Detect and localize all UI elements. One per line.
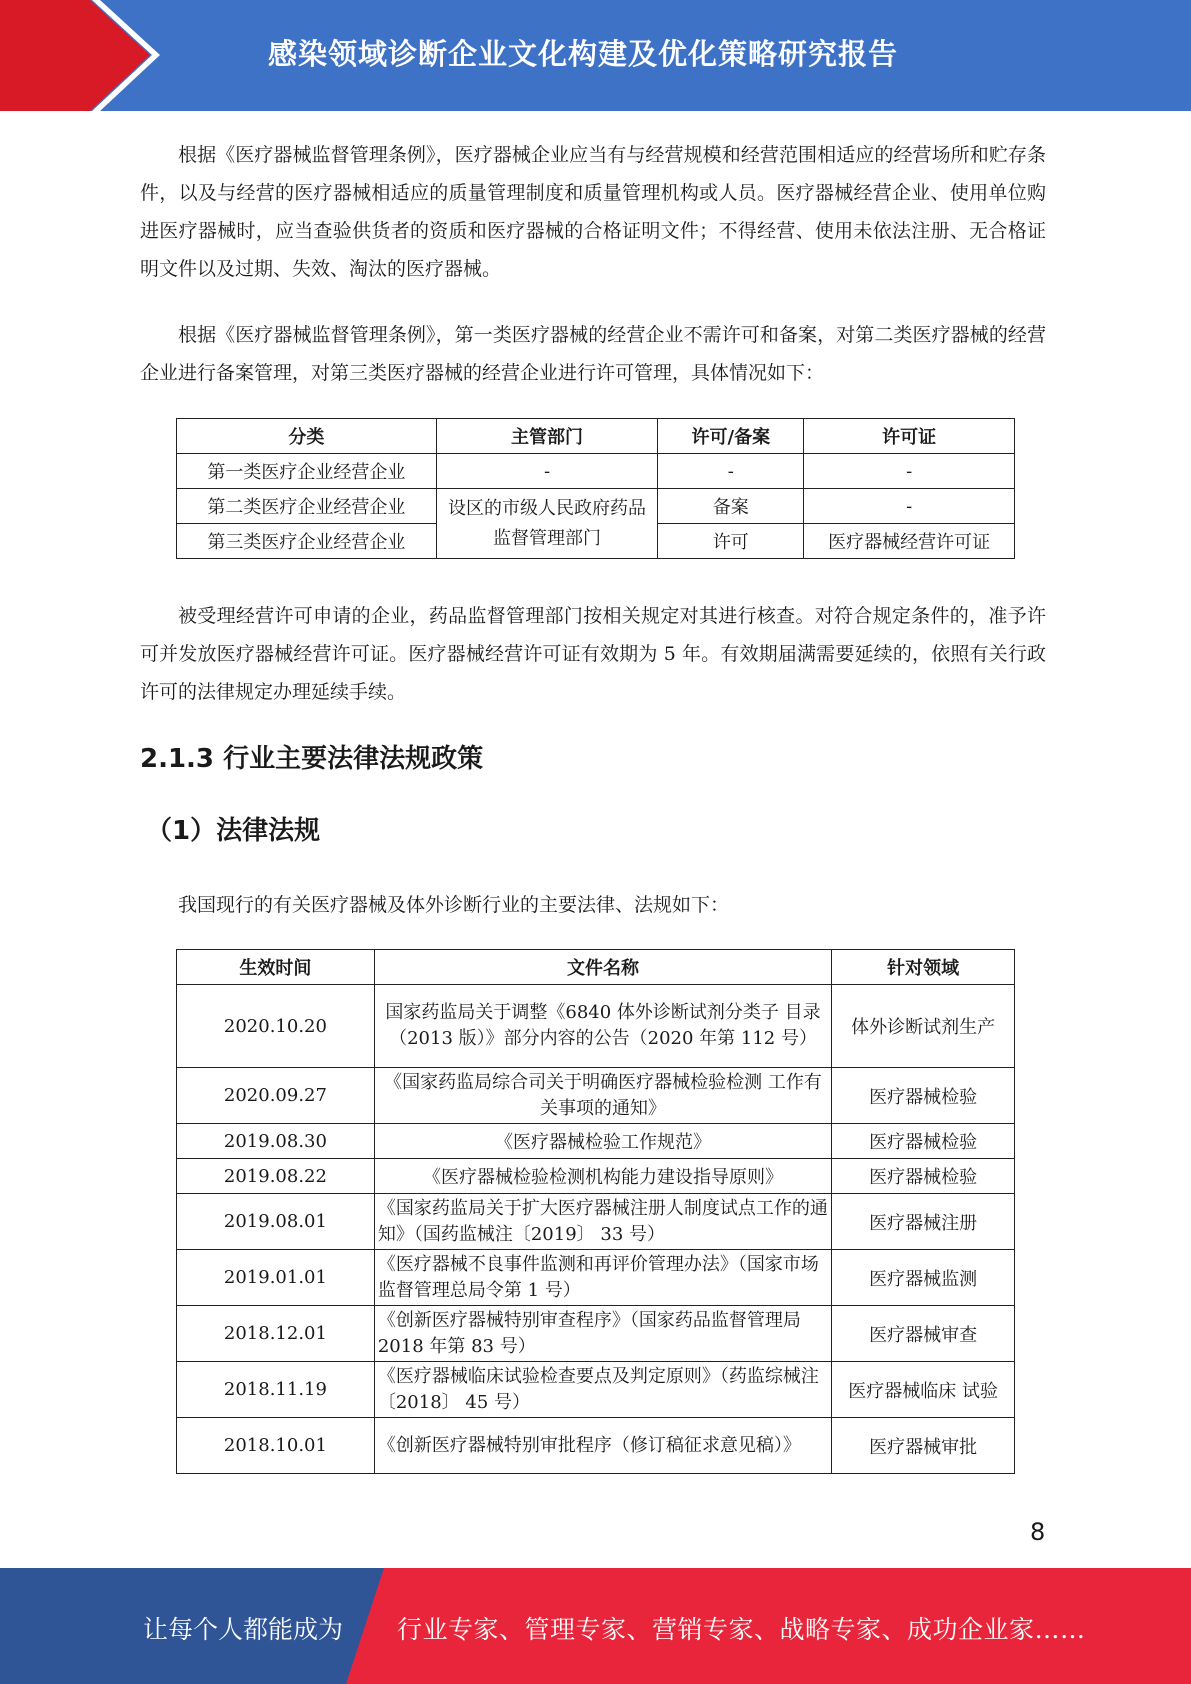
table-cell-field: 医疗器械临床 试验 xyxy=(832,1362,1015,1418)
table-cell-date: 2018.12.01 xyxy=(177,1306,375,1362)
table-row xyxy=(177,1068,1015,1124)
table-cell-field: 医疗器械审查 xyxy=(832,1306,1015,1362)
page-number: 8 xyxy=(1030,1518,1046,1546)
table-cell: 医疗器械经营许可证 xyxy=(804,524,1015,559)
table-cell: 许可 xyxy=(658,524,804,559)
table-header-cell: 分类 xyxy=(177,419,437,454)
table-cell: 设区的市级人民政府药品监督管理部门 xyxy=(436,489,658,559)
table-cell-date: 2019.01.01 xyxy=(177,1250,375,1306)
paragraph-3-block xyxy=(140,597,1046,711)
footer-slogan-right: 行业专家、管理专家、营销专家、战略专家、成功企业家…… xyxy=(397,1615,1086,1644)
table-cell: 备案 xyxy=(658,489,804,524)
license-category-table xyxy=(176,418,1015,559)
paragraph: 被受理经营许可申请的企业，药品监督管理部门按相关规定对其进行核查。对符合规定条件的，准予许可并发放医疗器械经营许可证。医疗器械经营许可证有效期为 5 年。有效期届满需要延续的，依照有关行政许可的法律规定办理延续手续。 xyxy=(140,605,1046,703)
footer-slogan-left: 让每个人都能成为 xyxy=(143,1615,344,1644)
subsection-heading: （1）法律法规 xyxy=(146,816,321,846)
table-cell-field: 医疗器械检验 xyxy=(832,1159,1015,1194)
report-footer xyxy=(0,1568,1191,1684)
table-cell-field: 医疗器械注册 xyxy=(832,1194,1015,1250)
table-cell: 第三类医疗企业经营企业 xyxy=(177,524,437,559)
table-cell-field: 医疗器械检验 xyxy=(832,1124,1015,1159)
report-title: 感染领域诊断企业文化构建及优化策略研究报告 xyxy=(268,37,899,71)
table-row xyxy=(177,1418,1015,1474)
table-header-cell: 文件名称 xyxy=(374,950,831,985)
table-cell-field: 体外诊断试剂生产 xyxy=(832,985,1015,1068)
table-cell: - xyxy=(658,454,804,489)
table-row xyxy=(177,985,1015,1068)
table-header-cell: 许可/备案 xyxy=(658,419,804,454)
report-header xyxy=(0,0,1191,111)
table-cell: - xyxy=(804,454,1015,489)
table-row xyxy=(177,1124,1015,1159)
table-row xyxy=(177,1306,1015,1362)
table-cell-field: 医疗器械监测 xyxy=(832,1250,1015,1306)
table-row xyxy=(177,489,1015,524)
table-cell-date: 2018.11.19 xyxy=(177,1362,375,1418)
table-cell-name: 《医疗器械临床试验检查要点及判定原则》（药监综械注〔2018〕 45 号） xyxy=(374,1362,831,1418)
table-cell-name: 《医疗器械不良事件监测和再评价管理办法》（国家市场监督管理总局令第 1 号） xyxy=(374,1250,831,1306)
table-row xyxy=(177,1159,1015,1194)
table-row xyxy=(177,1362,1015,1418)
table-cell-name: 《创新医疗器械特别审查程序》（国家药品监督管理局 2018 年第 83 号） xyxy=(374,1306,831,1362)
paragraph-2-block xyxy=(140,316,1046,392)
table-cell: 第二类医疗企业经营企业 xyxy=(177,489,437,524)
table-cell-date: 2018.10.01 xyxy=(177,1418,375,1474)
paragraph-4-block xyxy=(140,886,1046,924)
table-cell-date: 2019.08.30 xyxy=(177,1124,375,1159)
section-heading: 2.1.3 行业主要法律法规政策 xyxy=(140,744,484,774)
table-row xyxy=(177,1250,1015,1306)
table-row xyxy=(177,454,1015,489)
table-cell-field: 医疗器械审批 xyxy=(832,1418,1015,1474)
table-header-cell: 针对领域 xyxy=(832,950,1015,985)
paragraph: 根据《医疗器械监督管理条例》，医疗器械企业应当有与经营规模和经营范围相适应的经营场所和贮存条件，以及与经营的医疗器械相适应的质量管理制度和质量管理机构或人员。医疗器械经营企业、使用单位购进医疗器械时，应当查验供货者的资质和医疗器械的合格证明文件；不得经营、使用未依法注册、无合格证明文件以及过期、失效、淘汰的医疗器械。 xyxy=(140,144,1046,280)
table-row xyxy=(177,1194,1015,1250)
table-cell: - xyxy=(804,489,1015,524)
paragraph: 根据《医疗器械监督管理条例》，第一类医疗器械的经营企业不需许可和备案，对第二类医疗器械的经营企业进行备案管理，对第三类医疗器械的经营企业进行许可管理，具体情况如下： xyxy=(140,324,1046,384)
table-cell-name: 《医疗器械检验检测机构能力建设指导原则》 xyxy=(374,1159,831,1194)
table-cell-date: 2020.10.20 xyxy=(177,985,375,1068)
table-header-cell: 生效时间 xyxy=(177,950,375,985)
table-cell-field: 医疗器械检验 xyxy=(832,1068,1015,1124)
table-cell-name: 《创新医疗器械特别审批程序（修订稿征求意见稿）》 xyxy=(374,1418,831,1474)
table-cell-date: 2020.09.27 xyxy=(177,1068,375,1124)
paragraph: 我国现行的有关医疗器械及体外诊断行业的主要法律、法规如下： xyxy=(178,894,730,916)
table-header-row xyxy=(177,419,1015,454)
table-cell: 第一类医疗企业经营企业 xyxy=(177,454,437,489)
table-cell-date: 2019.08.01 xyxy=(177,1194,375,1250)
regulations-table xyxy=(176,949,1015,1474)
table-cell: - xyxy=(436,454,658,489)
paragraph-1-block xyxy=(140,136,1046,288)
table-header-cell: 主管部门 xyxy=(436,419,658,454)
table-header-cell: 许可证 xyxy=(804,419,1015,454)
table-cell-date: 2019.08.22 xyxy=(177,1159,375,1194)
table-cell-name: 《医疗器械检验工作规范》 xyxy=(374,1124,831,1159)
table-cell-name: 《国家药监局综合司关于明确医疗器械检验检测 工作有关事项的通知》 xyxy=(374,1068,831,1124)
table-cell-name: 《国家药监局关于扩大医疗器械注册人制度试点工作的通知》（国药监械注〔2019〕 33 号） xyxy=(374,1194,831,1250)
table-cell-name: 国家药监局关于调整《6840 体外诊断试剂分类子 目录（2013 版）》部分内容的公告（2020 年第 112 号） xyxy=(374,985,831,1068)
table-header-row xyxy=(177,950,1015,985)
